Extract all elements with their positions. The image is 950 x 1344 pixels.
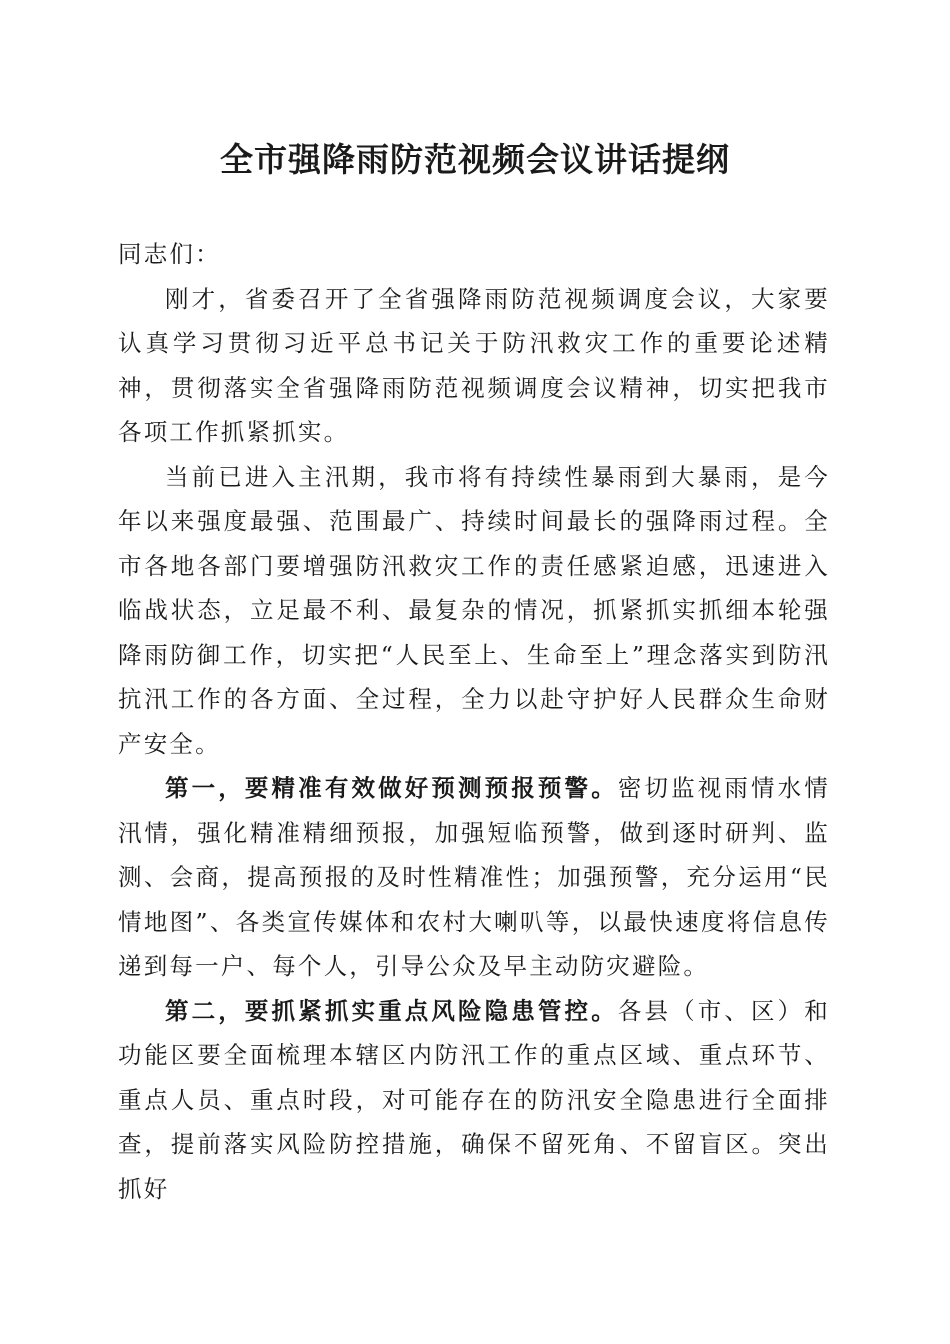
- paragraph-lead: 第一，要精准有效做好预测预报预警。: [165, 774, 618, 802]
- salutation: 同志们：: [118, 240, 221, 268]
- paragraph-text: 刚才，省委召开了全省强降雨防范视频调度会议，大家要认真学习贯彻习近平总书记关于防汛救灾工作的重要论述精神，贯彻落实全省强降雨防范视频调度会议精神，切实把我市各项工作抓紧抓实。: [118, 284, 830, 446]
- paragraph-point-two: [118, 989, 830, 1212]
- document-title: 全市强降雨防范视频会议讲话提纲: [220, 140, 730, 179]
- paragraph-situation: [118, 455, 830, 767]
- paragraph-text: 各县（市、区）和功能区要全面梳理本辖区内防汛工作的重点区域、重点环节、重点人员、重点时段，对可能存在的防汛安全隐患进行全面排查，提前落实风险防控措施，确保不留死角、不留盲区。突出抓好: [118, 996, 830, 1203]
- paragraph-text: 当前已进入主汛期，我市将有持续性暴雨到大暴雨，是今年以来强度最强、范围最广、持续时间最长的强降雨过程。全市各地各部门要增强防汛救灾工作的责任感紧迫感，迅速进入临战状态，立足最不利、最复杂的情况，抓紧抓实抓细本轮强降雨防御工作，切实把“人民至上、生命至上”理念落实到防汛抗汛工作的各方面、全过程，全力以赴守护好人民群众生命财产安全。: [118, 462, 830, 758]
- paragraph-point-one: [118, 766, 830, 989]
- paragraph-opening: [118, 277, 830, 455]
- paragraph-lead: 第二，要抓紧抓实重点风险隐患管控。: [165, 996, 618, 1025]
- paragraph-text: 密切监视雨情水情汛情，强化精准精细预报，加强短临预警，做到逐时研判、监测、会商，提高预报的及时性精准性；加强预警，充分运用“民情地图”、各类宣传媒体和农村大喇叭等，以最快速度将信息传递到每一户、每个人，引导公众及早主动防灾避险。: [118, 774, 830, 980]
- document-body: [118, 232, 830, 1211]
